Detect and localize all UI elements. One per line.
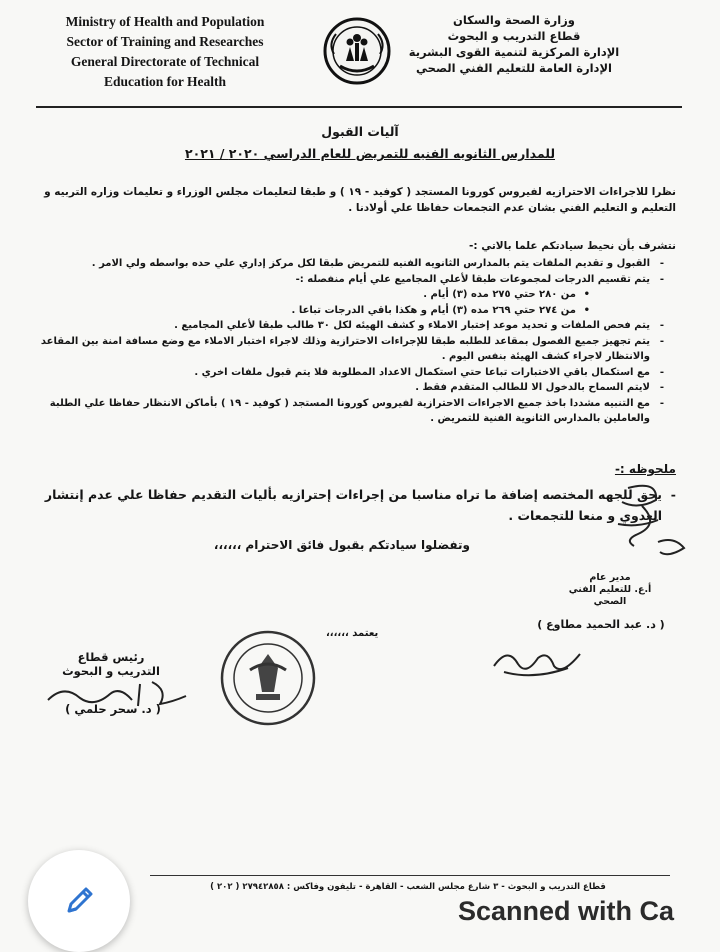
header-ar-line: قطاع التدريب و البحوث (447, 29, 581, 43)
header-en-line: General Directorate of Technical (70, 54, 260, 69)
director-title-line: أ.ع. للتعليم الفني الصحي (568, 584, 652, 607)
note-label: ملحوظه :- (614, 462, 676, 476)
sector-title-line: رئيس قطاع (77, 650, 145, 664)
director-signature (488, 632, 588, 682)
header-english (30, 12, 300, 92)
list-item: - مع التنبيه مشددا باخذ جميع الاجراءات الاحترازية لفيروس كورونا المستجد ( كوفيد - ١٩ ) بأماكن الانتظار حفاظا علي الطلبة والعاملين بالمدارس الثانوية الفنية للتمريض . (24, 396, 664, 427)
sub-list-item: • من ٢٧٤ حتي ٢٦٩ مده (٣) أيام و هكذا باقي الدرجات تباعا . (24, 303, 590, 319)
footer-address: قطاع التدريب و البحوث - ٣ شارع مجلس الشعب - القاهرة - تليفون وفاكس : ٢٧٩٤٢٨٥٨ ( ٢٠٢ ) (210, 882, 606, 892)
pencil-icon (59, 881, 99, 921)
list-item: - لايتم السماح بالدخول الا للطالب المتقدم فقط . (24, 380, 664, 396)
handwritten-signature (598, 476, 694, 568)
header-en-line: Ministry of Health and Population (65, 14, 265, 29)
sector-title-line: التدريب و البحوث (62, 664, 160, 678)
director-general-title (560, 572, 660, 608)
note-text: - يحق للجهه المختصه إضافة ما تراه مناسبا من إجراءات إحترازيه بأليات التقديم حفاظا علي عدم إنتشار العدوي و منعا للتجمعات . (36, 484, 676, 526)
sector-head-title (56, 650, 166, 678)
footer-divider (150, 875, 670, 876)
intro-paragraph: نظرا للاجراءات الاحترازيه لفيروس كورونا المستجد ( كوفيد - ١٩ ) و طبقا لتعليمات مجلس الوزراء و تعليمات وزاره التربيه و التعليم و التعليم الفني بشان عدم التجمعات حفاظا علي أولادنا . (44, 186, 676, 214)
sector-head-name: ( د. سحر حلمي ) (65, 702, 161, 716)
list-item: - مع استكمال باقي الاختبارات تباعا حتي استكمال الاعداد المطلوبة فلا يتم قبول ملفات اخري . (24, 365, 664, 381)
document-subtitle: للمدارس الثانويه الفنيه للتمريض للعام الدراسي ٢٠٢٠ / ٢٠٢١ (184, 146, 556, 161)
notice-line: نتشرف بأن نحيط سيادتكم علما بالاتي :- (469, 240, 676, 252)
list-item: - القبول و تقديم الملفات يتم بالمدارس الثانويه الفنيه للتمريض طبقا لكل مركز إداري علي حده بواسطه ولي الامر . (24, 256, 664, 272)
document-title: آليات القبول (321, 124, 399, 139)
director-general-name: ( د. عبد الحميد مطاوع ) (537, 618, 665, 631)
header-divider (36, 106, 682, 108)
list-item: - يتم فحص الملفات و تحديد موعد إختبار الاملاء و كشف الهيئه لكل ٣٠ طالب طبقا لأعلي المجاميع . (24, 318, 664, 334)
procedures-list (24, 256, 676, 427)
official-stamp-icon (218, 628, 318, 728)
grade-groups-list (24, 287, 650, 318)
closing-line: وتفضلوا سيادتكم بقبول فائق الاحترام ،،،،،، (213, 538, 470, 552)
list-item: - يتم تجهيز جميع الفصول بمقاعد للطلبه طبقا للإجراءات الاحترازية وذلك لاجراء اختبار الاملاء مع وضع مسافة امنة بين المقاعد والانتظار لاجراء كشف الهيئة بنفس اليوم . (24, 334, 664, 365)
director-title-line: مدير عام (589, 572, 631, 583)
sub-list-item: • من ٢٨٠ حتي ٢٧٥ مده (٣) أيام . (24, 287, 590, 303)
list-item-text: يتم تقسيم الدرجات لمجموعات طبقا لأعلي المجاميع علي أيام منفصله :- (295, 273, 650, 285)
scanner-watermark: Scanned with Ca (458, 896, 675, 926)
header-ar-line: الإدارة العامة للتعليم الفني الصحي (416, 61, 612, 75)
header-en-line: Education for Health (103, 74, 226, 89)
header-en-line: Sector of Training and Researches (66, 34, 264, 49)
header-ar-line: الإدارة المركزية لتنمية القوى البشرية (408, 45, 620, 59)
edit-button[interactable] (28, 850, 130, 952)
approved-label: يعتمد ،،،،،، (326, 628, 379, 639)
header-arabic (374, 12, 654, 76)
list-item (24, 272, 664, 319)
header-ar-line: وزارة الصحة والسكان (453, 13, 575, 27)
